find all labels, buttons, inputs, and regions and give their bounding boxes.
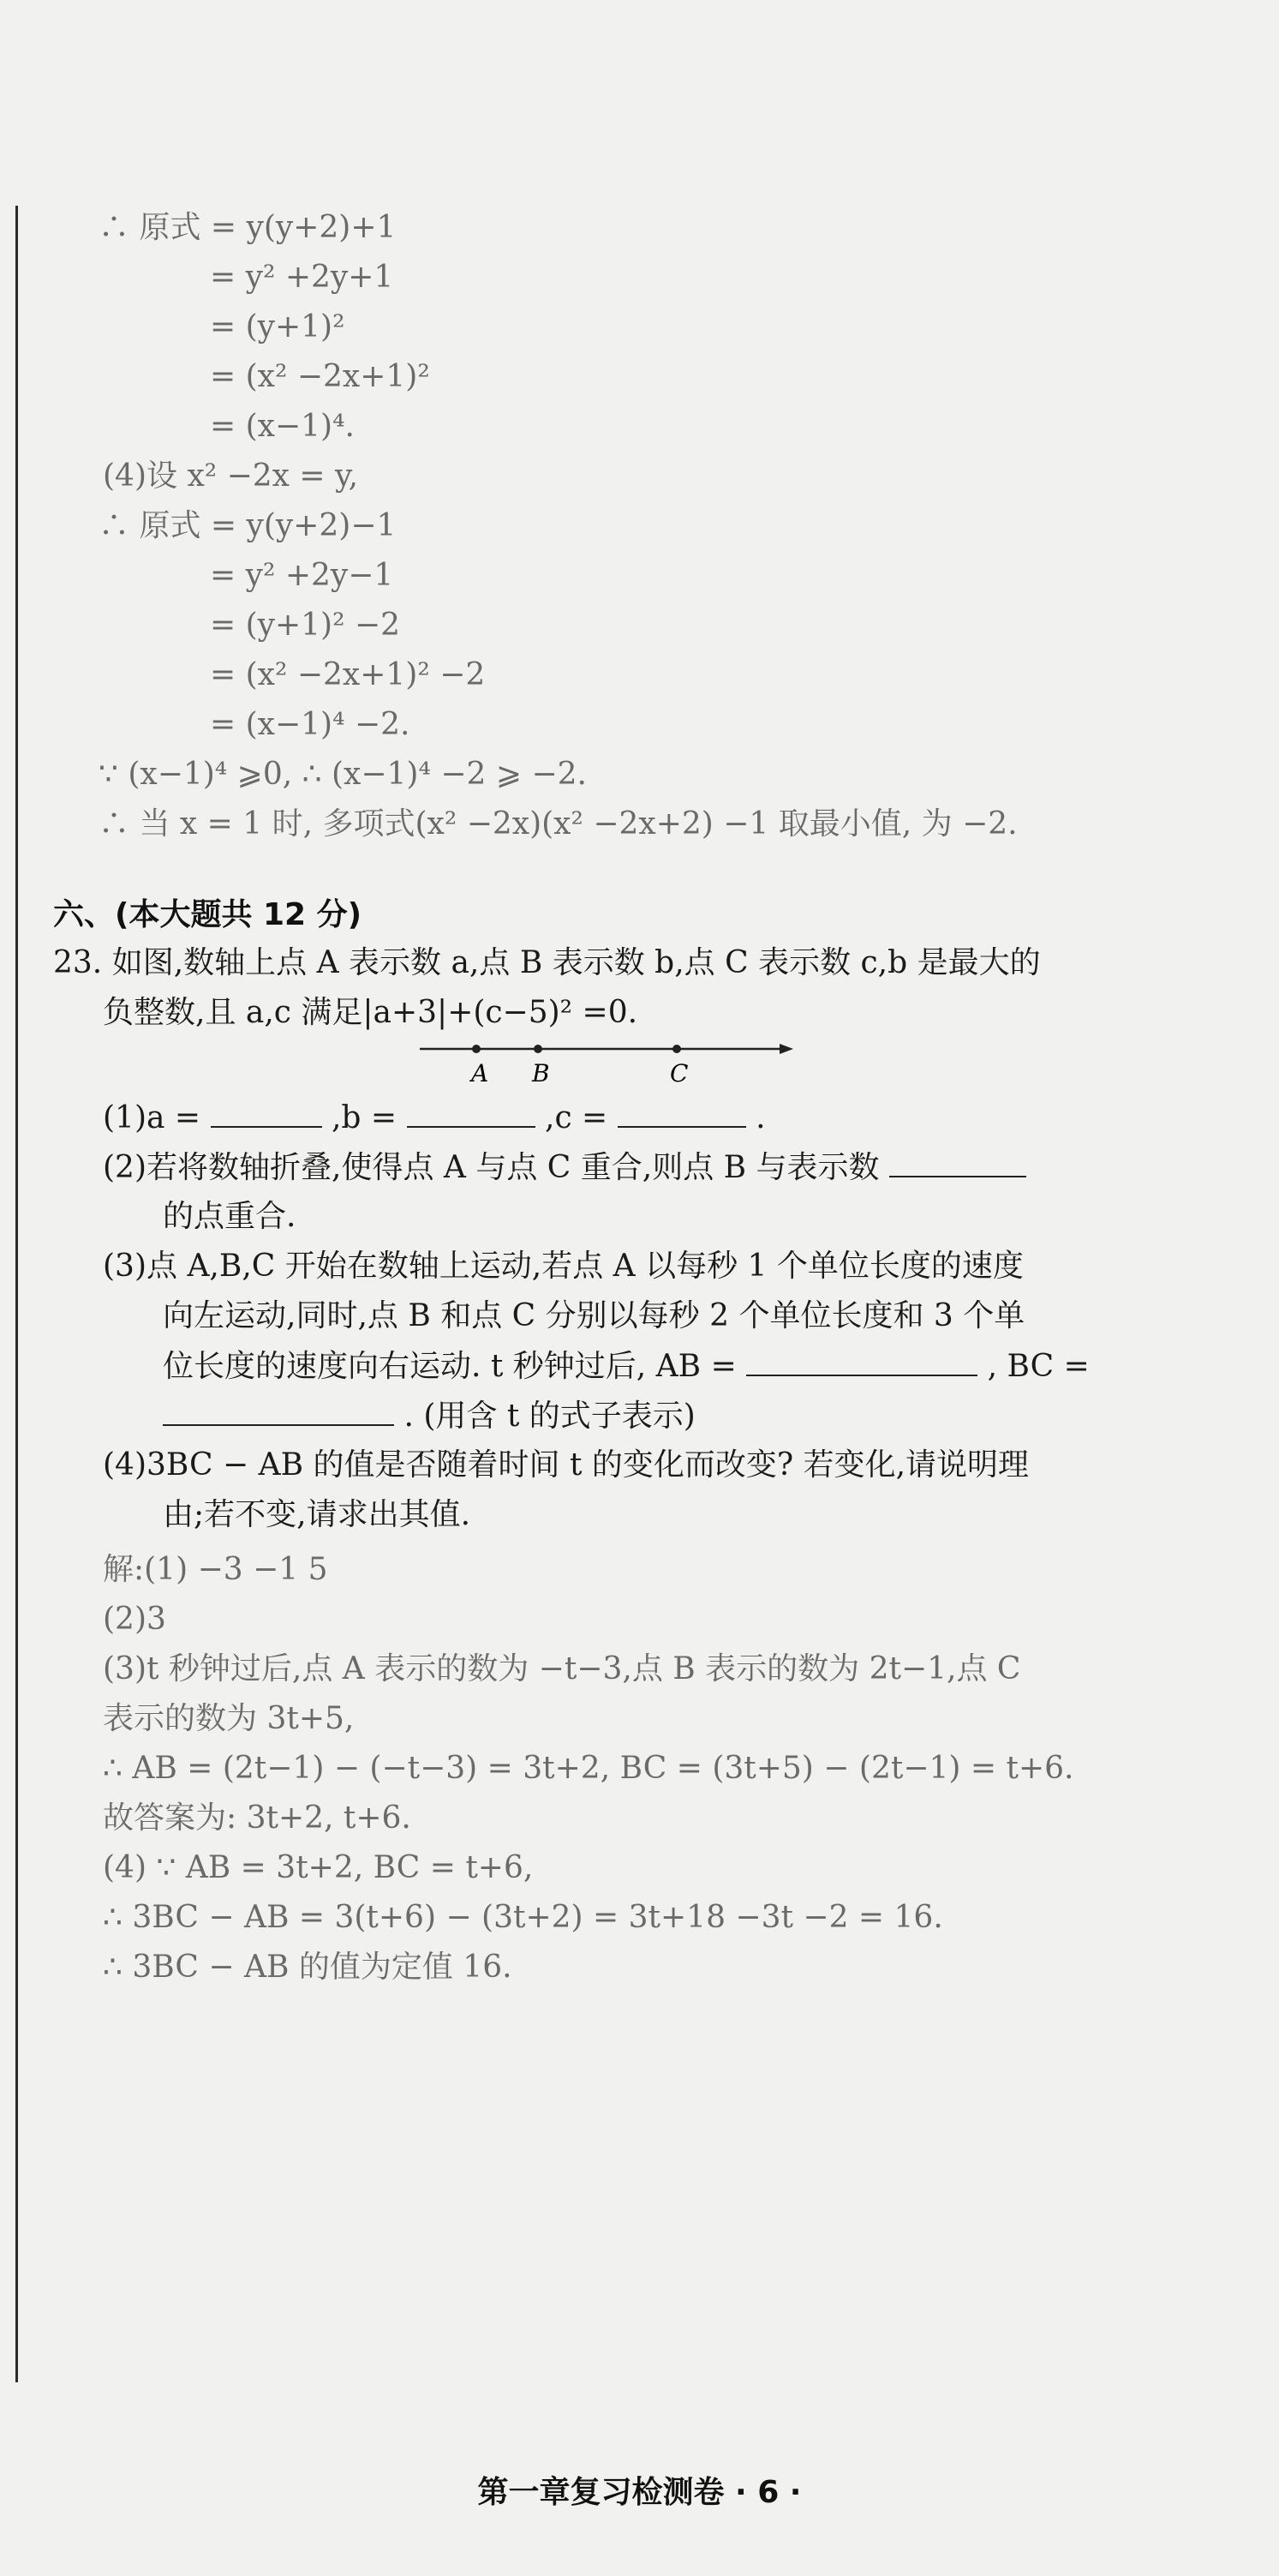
solution-line: = (x−1)⁴. — [210, 409, 355, 444]
solution-line: = (y+1)² −2 — [210, 608, 401, 643]
question-part-4: (4)3BC − AB 的值是否随着时间 t 的变化而改变? 若变化,请说明理 — [103, 1447, 1030, 1483]
answer-blank-fold[interactable] — [889, 1147, 1026, 1177]
part3-ab-label: 位长度的速度向右运动. t 秒钟过后, AB = — [163, 1349, 737, 1384]
answer-line: ∴ 3BC − AB 的值为定值 16. — [103, 1950, 512, 1985]
margin-rule — [15, 206, 18, 2382]
question-part-1 — [103, 1097, 766, 1139]
solution-line: (4)设 x² −2x = y, — [103, 458, 359, 494]
answer-line: (3)t 秒钟过后,点 A 表示的数为 −t−3,点 B 表示的数为 2t−1,点 C — [103, 1651, 1021, 1686]
label-c: C — [670, 1059, 689, 1087]
part2-text: (2)若将数轴折叠,使得点 A 与点 C 重合,则点 B 与表示数 — [103, 1150, 880, 1185]
answer-line: (4) ∵ AB = 3t+2, BC = t+6, — [103, 1850, 534, 1885]
question-part-3: (3)点 A,B,C 开始在数轴上运动,若点 A 以每秒 1 个单位长度的速度 — [103, 1249, 1024, 1284]
answer-blank-ab[interactable] — [746, 1345, 977, 1376]
solution-line: = (x² −2x+1)² — [210, 359, 430, 394]
answer-line: 解:(1) −3 −1 5 — [103, 1552, 328, 1587]
part3-bc-label: , BC = — [987, 1349, 1090, 1384]
question-part-4-cont: 由;若不变,请求出其值. — [163, 1497, 471, 1532]
label-b: B — [532, 1059, 550, 1087]
question-part-2 — [103, 1147, 1026, 1189]
answer-line: (2)3 — [103, 1602, 166, 1637]
question-part-3-cont — [163, 1345, 1090, 1387]
question-text: 负整数,且 a,c 满足|a+3|+(c−5)² =0. — [103, 995, 638, 1030]
answer-line: ∴ 3BC − AB = 3(t+6) − (3t+2) = 3t+18 −3t −2 = 16. — [103, 1900, 943, 1935]
part1-b-label: ,b = — [331, 1100, 397, 1135]
solution-line: = y² +2y−1 — [210, 558, 394, 593]
label-a: A — [471, 1059, 489, 1087]
question-part-3-cont — [163, 1395, 696, 1437]
answer-line: 故答案为: 3t+2, t+6. — [103, 1800, 411, 1836]
solution-line: ∴ 原式 = y(y+2)−1 — [99, 508, 397, 543]
point-a-dot — [472, 1045, 481, 1053]
solution-line: = (x² −2x+1)² −2 — [210, 657, 486, 692]
page-footer: 第一章复习检测卷 · 6 · — [477, 2475, 802, 2510]
solution-line: = (x−1)⁴ −2. — [210, 707, 410, 742]
solution-line: = y² +2y+1 — [210, 260, 394, 295]
section-heading: 六、(本大题共 12 分) — [53, 897, 362, 932]
point-c-dot — [672, 1045, 681, 1053]
part1-end: . — [756, 1100, 766, 1135]
number-line-figure — [420, 1037, 797, 1097]
answer-blank-bc[interactable] — [163, 1395, 394, 1426]
question-part-3-cont: 向左运动,同时,点 B 和点 C 分别以每秒 2 个单位长度和 3 个单 — [163, 1298, 1025, 1333]
solution-line: = (y+1)² — [210, 309, 345, 344]
answer-blank-b[interactable] — [407, 1097, 535, 1128]
question-text: 23. 如图,数轴上点 A 表示数 a,点 B 表示数 b,点 C 表示数 c,b 是最大的 — [53, 945, 1041, 980]
part1-c-label: ,c = — [545, 1100, 608, 1135]
solution-line: ∴ 当 x = 1 时, 多项式(x² −2x)(x² −2x+2) −1 取最小值, 为 −2. — [99, 806, 1018, 842]
answer-line: ∴ AB = (2t−1) − (−t−3) = 3t+2, BC = (3t+5) − (2t−1) = t+6. — [103, 1751, 1074, 1786]
question-part-2-cont: 的点重合. — [163, 1199, 296, 1234]
point-b-dot — [534, 1045, 542, 1053]
part1-a-label: (1)a = — [103, 1100, 201, 1135]
answer-blank-c[interactable] — [618, 1097, 746, 1128]
solution-line: ∴ 原式 = y(y+2)+1 — [99, 210, 397, 245]
answer-line: 表示的数为 3t+5, — [103, 1701, 355, 1736]
part3-note: . (用含 t 的式子表示) — [403, 1399, 696, 1434]
answer-blank-a[interactable] — [211, 1097, 322, 1128]
solution-line: ∵ (x−1)⁴ ⩾0, ∴ (x−1)⁴ −2 ⩾ −2. — [99, 757, 587, 792]
